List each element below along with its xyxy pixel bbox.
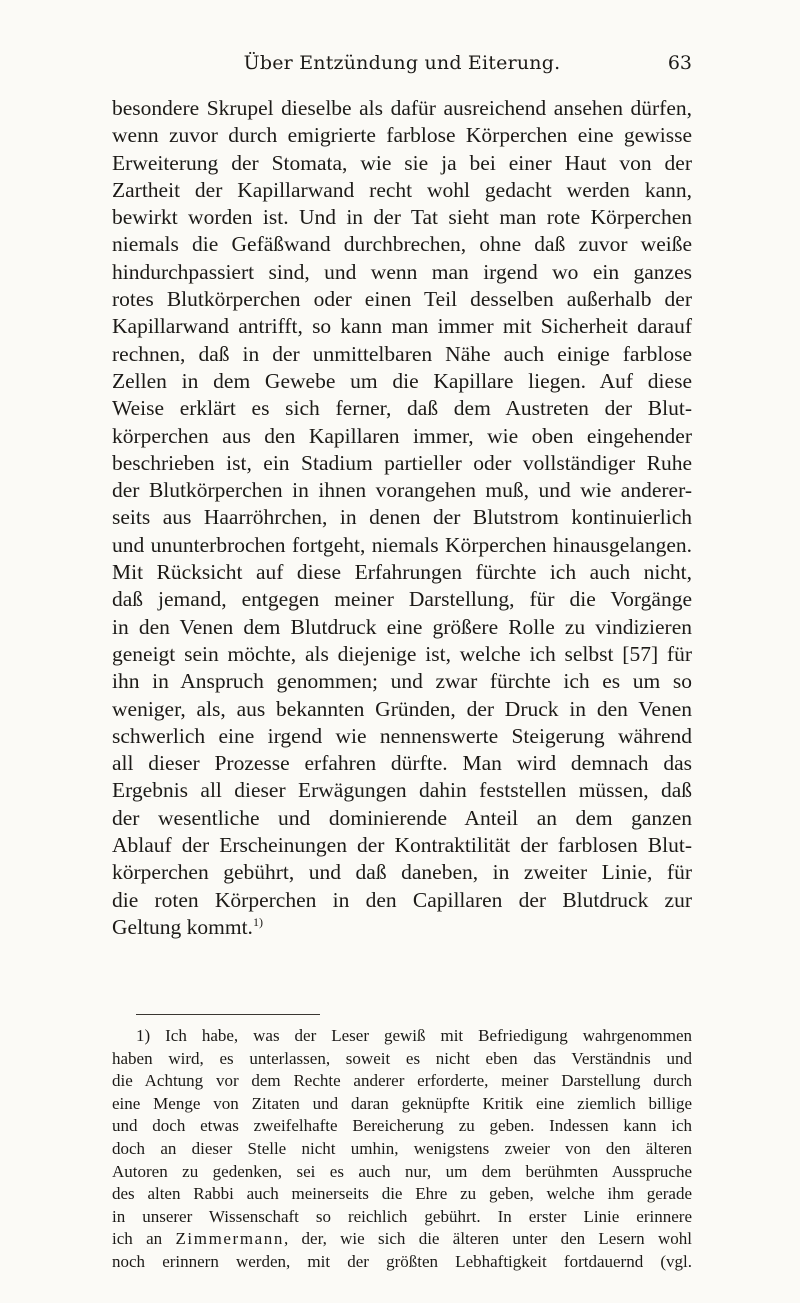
page-header	[112, 52, 692, 82]
text-line: Zartheit der Kapillarwand recht wohl gedacht werden kann,	[112, 177, 692, 202]
footnote-reference[interactable]: 1)	[252, 914, 263, 929]
footnote-line-text: , der, wie sich die älteren unter den Lesern wohl	[283, 1229, 692, 1249]
text-line: der Blutkörperchen in ihnen vorangehen muß, und wie anderer-	[112, 478, 692, 503]
text-line: daß jemand, entgegen meiner Darstellung, für die Vorgänge	[112, 587, 692, 612]
footnote-line	[112, 1228, 692, 1251]
text-line: seits aus Haarröhrchen, in denen der Blutstrom kontinuierlich	[112, 505, 692, 530]
footnote-line-text: ich an	[112, 1229, 176, 1249]
footnote-line: noch erinnern werden, mit der größten Lebhaftigkeit fortdauernd (vgl.	[112, 1251, 692, 1271]
footnote-line: in unserer Wissenschaft so reichlich gebührt. In erster Linie erinnere	[112, 1206, 692, 1226]
text-line: geneigt sein möchte, als diejenige ist, welche ich selbst [57] für	[112, 641, 692, 666]
text-line: Ergebnis all dieser Erwägungen dahin feststellen müssen, daß	[112, 778, 692, 803]
text-line: rechnen, daß in der unmittelbaren Nähe auch einige farblose	[112, 341, 692, 366]
footnote-line: des alten Rabbi auch meinerseits die Ehre zu geben, welche ihm gerade	[112, 1184, 692, 1204]
text-line: körperchen aus den Kapillaren immer, wie oben eingehender	[112, 423, 692, 448]
text-line: die roten Körperchen in den Capillaren der Blutdruck zur	[112, 887, 692, 912]
text-line-last	[112, 914, 692, 941]
text-line: Weise erklärt es sich ferner, daß dem Austreten der Blut-	[112, 396, 692, 421]
text-line: rotes Blutkörperchen oder einen Teil desselben außerhalb der	[112, 287, 692, 312]
footnote-line: doch an dieser Stelle nicht umhin, wenigstens zweier von den älteren	[112, 1138, 692, 1158]
footnote-line: 1) Ich habe, was der Leser gewiß mit Befriedigung wahrgenommen	[136, 1026, 692, 1045]
text-line: wenn zuvor durch emigrierte farblose Körperchen eine gewisse	[112, 123, 692, 148]
text-line: Erweiterung der Stomata, wie sie ja bei einer Haut von der	[112, 150, 692, 175]
footnote	[112, 1025, 692, 1274]
footnote-line: eine Menge von Zitaten und daran geknüpfte Kritik eine ziemlich billige	[112, 1093, 692, 1113]
author-name: Zimmermann	[175, 1229, 284, 1249]
footnote-line: und doch etwas zweifelhafte Bereicherung zu geben. Indessen kann ich	[112, 1116, 692, 1136]
footnote-divider	[136, 1014, 320, 1015]
text-line: beschrieben ist, ein Stadium partieller oder vollständiger Ruhe	[112, 450, 692, 475]
text-line: schwerlich eine irgend wie nennenswerte Steigerung während	[112, 723, 692, 748]
last-line-text: Geltung kommt.	[112, 914, 253, 939]
text-line: ihn in Anspruch genommen; und zwar fürchte ich es um so	[112, 669, 692, 694]
text-line: in den Venen dem Blutdruck eine größere Rolle zu vindizieren	[112, 614, 692, 639]
text-line: der wesentliche und dominierende Anteil an dem ganzen	[112, 805, 692, 830]
footnote-line: Autoren zu gedenken, sei es auch nur, um dem berühmten Ausspruche	[112, 1161, 692, 1181]
text-line: Ablauf der Erscheinungen der Kontraktilität der farblosen Blut-	[112, 833, 692, 858]
text-line: weniger, als, aus bekannten Gründen, der Druck in den Venen	[112, 696, 692, 721]
text-line: und ununterbrochen fortgeht, niemals Körperchen hinausgelangen.	[112, 532, 692, 557]
text-line: Mit Rücksicht auf diese Erfahrungen fürchte ich auch nicht,	[112, 560, 692, 585]
body-text	[112, 95, 692, 941]
text-line: niemals die Gefäßwand durchbrechen, ohne daß zuvor weiße	[112, 232, 692, 257]
page-number: 63	[667, 52, 692, 74]
text-line: Kapillarwand antrifft, so kann man immer mit Sicherheit darauf	[112, 314, 692, 339]
text-line: besondere Skrupel dieselbe als dafür ausreichend ansehen dürfen,	[112, 96, 692, 120]
footnote-line: die Achtung vor dem Rechte anderer erforderte, meiner Darstellung durch	[112, 1071, 692, 1091]
text-line: hindurchpassiert sind, und wenn man irgend wo ein ganzes	[112, 259, 692, 284]
running-title: Über Entzündung und Eiterung.	[243, 52, 561, 74]
text-line: bewirkt worden ist. Und in der Tat sieht man rote Körperchen	[112, 205, 692, 230]
text-line: körperchen gebührt, und daß daneben, in zweiter Linie, für	[112, 860, 692, 885]
text-line: Zellen in dem Gewebe um die Kapillare liegen. Auf diese	[112, 368, 692, 393]
footnote-line: haben wird, es unterlassen, soweit es nicht eben das Verständnis und	[112, 1048, 692, 1068]
text-line: all dieser Prozesse erfahren dürfte. Man wird demnach das	[112, 751, 692, 776]
